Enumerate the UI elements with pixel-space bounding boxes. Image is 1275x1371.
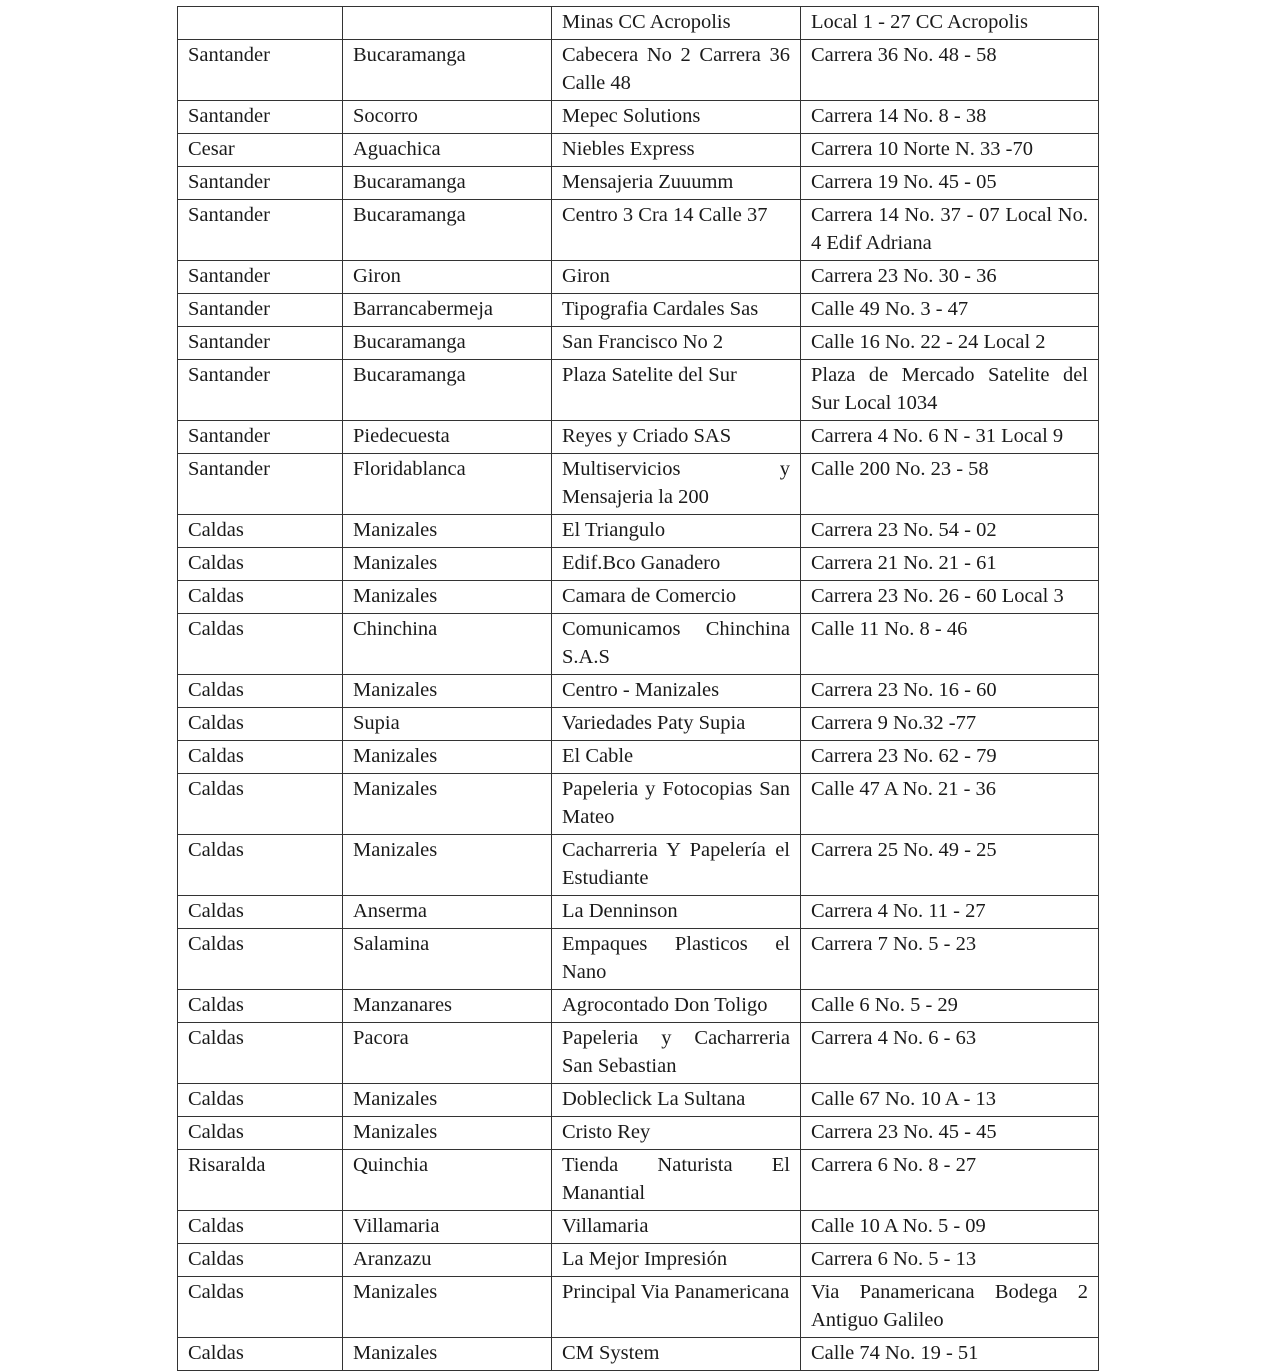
department-cell: Caldas [178, 1338, 343, 1371]
city-cell: Manizales [343, 675, 552, 708]
department-cell: Caldas [178, 774, 343, 835]
city-cell: Bucaramanga [343, 40, 552, 101]
city-cell: Floridablanca [343, 454, 552, 515]
office-name-cell: Tipografia Cardales Sas [552, 294, 801, 327]
city-cell: Aguachica [343, 134, 552, 167]
city-cell: Manzanares [343, 990, 552, 1023]
address-cell: Carrera 9 No.32 -77 [801, 708, 1099, 741]
office-name-cell: Mensajeria Zuuumm [552, 167, 801, 200]
table-row [178, 515, 1099, 548]
city-cell: Supia [343, 708, 552, 741]
table-row [178, 929, 1099, 990]
office-name-cell: Giron [552, 261, 801, 294]
address-cell: Calle 49 No. 3 - 47 [801, 294, 1099, 327]
department-cell: Caldas [178, 1023, 343, 1084]
address-cell: Calle 47 A No. 21 - 36 [801, 774, 1099, 835]
table-row [178, 454, 1099, 515]
city-cell: Bucaramanga [343, 360, 552, 421]
department-cell: Cesar [178, 134, 343, 167]
department-cell: Caldas [178, 708, 343, 741]
table-row [178, 200, 1099, 261]
address-cell: Carrera 36 No. 48 - 58 [801, 40, 1099, 101]
city-cell: Manizales [343, 581, 552, 614]
table-row [178, 101, 1099, 134]
city-cell: Manizales [343, 515, 552, 548]
department-cell: Caldas [178, 990, 343, 1023]
table-row [178, 1338, 1099, 1371]
department-cell: Caldas [178, 548, 343, 581]
city-cell: Manizales [343, 1338, 552, 1371]
department-cell: Risaralda [178, 1150, 343, 1211]
office-name-cell: San Francisco No 2 [552, 327, 801, 360]
address-cell: Carrera 10 Norte N. 33 -70 [801, 134, 1099, 167]
office-name-cell: La Mejor Impresión [552, 1244, 801, 1277]
department-cell: Santander [178, 40, 343, 101]
city-cell: Pacora [343, 1023, 552, 1084]
department-cell: Caldas [178, 515, 343, 548]
table-row [178, 708, 1099, 741]
address-cell: Calle 67 No. 10 A - 13 [801, 1084, 1099, 1117]
city-cell: Manizales [343, 741, 552, 774]
address-cell: Via Panamericana Bodega 2 Antiguo Galileo [801, 1277, 1099, 1338]
table-row [178, 1117, 1099, 1150]
table-row [178, 1023, 1099, 1084]
city-cell: Villamaria [343, 1211, 552, 1244]
city-cell: Manizales [343, 1084, 552, 1117]
office-name-cell: Centro - Manizales [552, 675, 801, 708]
department-cell: Santander [178, 327, 343, 360]
office-name-cell: Papeleria y Cacharreria San Sebastian [552, 1023, 801, 1084]
table-row [178, 990, 1099, 1023]
address-cell: Carrera 23 No. 16 - 60 [801, 675, 1099, 708]
address-cell: Plaza de Mercado Satelite del Sur Local 1034 [801, 360, 1099, 421]
city-cell: Manizales [343, 774, 552, 835]
department-cell [178, 7, 343, 40]
city-cell: Bucaramanga [343, 167, 552, 200]
city-cell: Chinchina [343, 614, 552, 675]
city-cell: Giron [343, 261, 552, 294]
address-cell: Carrera 14 No. 8 - 38 [801, 101, 1099, 134]
document-page [177, 6, 1098, 1371]
department-cell: Santander [178, 294, 343, 327]
office-name-cell: El Cable [552, 741, 801, 774]
table-row [178, 1211, 1099, 1244]
table-row [178, 327, 1099, 360]
office-name-cell: Papeleria y Fotocopias San Mateo [552, 774, 801, 835]
office-name-cell: Mepec Solutions [552, 101, 801, 134]
city-cell [343, 7, 552, 40]
table-row [178, 614, 1099, 675]
department-cell: Santander [178, 261, 343, 294]
office-name-cell: Multiservicios y Mensajeria la 200 [552, 454, 801, 515]
office-name-cell: Variedades Paty Supia [552, 708, 801, 741]
office-name-cell: Empaques Plasticos el Nano [552, 929, 801, 990]
address-cell: Calle 6 No. 5 - 29 [801, 990, 1099, 1023]
city-cell: Bucaramanga [343, 200, 552, 261]
table-row [178, 581, 1099, 614]
table-row [178, 675, 1099, 708]
table-row [178, 40, 1099, 101]
table-row [178, 1150, 1099, 1211]
city-cell: Barrancabermeja [343, 294, 552, 327]
office-name-cell: Villamaria [552, 1211, 801, 1244]
address-cell: Carrera 23 No. 54 - 02 [801, 515, 1099, 548]
office-name-cell: Principal Via Panamericana [552, 1277, 801, 1338]
city-cell: Piedecuesta [343, 421, 552, 454]
office-name-cell: Comunicamos Chinchina S.A.S [552, 614, 801, 675]
department-cell: Caldas [178, 675, 343, 708]
office-name-cell: Agrocontado Don Toligo [552, 990, 801, 1023]
table-body [178, 7, 1099, 1371]
office-name-cell: Camara de Comercio [552, 581, 801, 614]
table-row [178, 774, 1099, 835]
department-cell: Santander [178, 360, 343, 421]
department-cell: Caldas [178, 614, 343, 675]
table-row [178, 548, 1099, 581]
address-cell: Carrera 23 No. 62 - 79 [801, 741, 1099, 774]
city-cell: Quinchia [343, 1150, 552, 1211]
address-cell: Calle 200 No. 23 - 58 [801, 454, 1099, 515]
address-cell: Carrera 4 No. 6 N - 31 Local 9 [801, 421, 1099, 454]
table-row [178, 421, 1099, 454]
office-name-cell: Dobleclick La Sultana [552, 1084, 801, 1117]
department-cell: Santander [178, 167, 343, 200]
address-cell: Carrera 4 No. 11 - 27 [801, 896, 1099, 929]
department-cell: Santander [178, 421, 343, 454]
office-name-cell: Edif.Bco Ganadero [552, 548, 801, 581]
city-cell: Aranzazu [343, 1244, 552, 1277]
department-cell: Caldas [178, 835, 343, 896]
address-cell: Calle 16 No. 22 - 24 Local 2 [801, 327, 1099, 360]
office-name-cell: El Triangulo [552, 515, 801, 548]
address-cell: Calle 74 No. 19 - 51 [801, 1338, 1099, 1371]
address-cell: Carrera 6 No. 5 - 13 [801, 1244, 1099, 1277]
address-cell: Carrera 14 No. 37 - 07 Local No. 4 Edif Adriana [801, 200, 1099, 261]
city-cell: Salamina [343, 929, 552, 990]
city-cell: Socorro [343, 101, 552, 134]
table-row [178, 1277, 1099, 1338]
table-row [178, 167, 1099, 200]
table-row [178, 294, 1099, 327]
department-cell: Caldas [178, 896, 343, 929]
office-name-cell: Reyes y Criado SAS [552, 421, 801, 454]
table-row [178, 7, 1099, 40]
address-cell: Carrera 21 No. 21 - 61 [801, 548, 1099, 581]
table-row [178, 835, 1099, 896]
department-cell: Santander [178, 101, 343, 134]
office-name-cell: Plaza Satelite del Sur [552, 360, 801, 421]
address-cell: Carrera 19 No. 45 - 05 [801, 167, 1099, 200]
table-row [178, 741, 1099, 774]
office-name-cell: Niebles Express [552, 134, 801, 167]
address-cell: Carrera 4 No. 6 - 63 [801, 1023, 1099, 1084]
city-cell: Anserma [343, 896, 552, 929]
office-name-cell: Centro 3 Cra 14 Calle 37 [552, 200, 801, 261]
address-cell: Local 1 - 27 CC Acropolis [801, 7, 1099, 40]
department-cell: Caldas [178, 1117, 343, 1150]
city-cell: Manizales [343, 1277, 552, 1338]
table-row [178, 360, 1099, 421]
office-name-cell: Cabecera No 2 Carrera 36 Calle 48 [552, 40, 801, 101]
address-cell: Carrera 25 No. 49 - 25 [801, 835, 1099, 896]
office-name-cell: Cacharreria Y Papelería el Estudiante [552, 835, 801, 896]
department-cell: Caldas [178, 581, 343, 614]
address-cell: Calle 11 No. 8 - 46 [801, 614, 1099, 675]
address-cell: Carrera 7 No. 5 - 23 [801, 929, 1099, 990]
table-row [178, 1244, 1099, 1277]
city-cell: Manizales [343, 548, 552, 581]
city-cell: Manizales [343, 1117, 552, 1150]
city-cell: Manizales [343, 835, 552, 896]
address-cell: Carrera 23 No. 26 - 60 Local 3 [801, 581, 1099, 614]
table-row [178, 261, 1099, 294]
table-row [178, 1084, 1099, 1117]
table-row [178, 896, 1099, 929]
department-cell: Caldas [178, 1211, 343, 1244]
office-name-cell: La Denninson [552, 896, 801, 929]
address-cell: Carrera 6 No. 8 - 27 [801, 1150, 1099, 1211]
table-row [178, 134, 1099, 167]
city-cell: Bucaramanga [343, 327, 552, 360]
office-name-cell: CM System [552, 1338, 801, 1371]
department-cell: Caldas [178, 929, 343, 990]
department-cell: Caldas [178, 1277, 343, 1338]
address-cell: Calle 10 A No. 5 - 09 [801, 1211, 1099, 1244]
department-cell: Santander [178, 454, 343, 515]
office-name-cell: Tienda Naturista El Manantial [552, 1150, 801, 1211]
locations-table [177, 6, 1099, 1371]
department-cell: Caldas [178, 741, 343, 774]
office-name-cell: Minas CC Acropolis [552, 7, 801, 40]
office-name-cell: Cristo Rey [552, 1117, 801, 1150]
department-cell: Caldas [178, 1084, 343, 1117]
department-cell: Caldas [178, 1244, 343, 1277]
address-cell: Carrera 23 No. 45 - 45 [801, 1117, 1099, 1150]
department-cell: Santander [178, 200, 343, 261]
address-cell: Carrera 23 No. 30 - 36 [801, 261, 1099, 294]
